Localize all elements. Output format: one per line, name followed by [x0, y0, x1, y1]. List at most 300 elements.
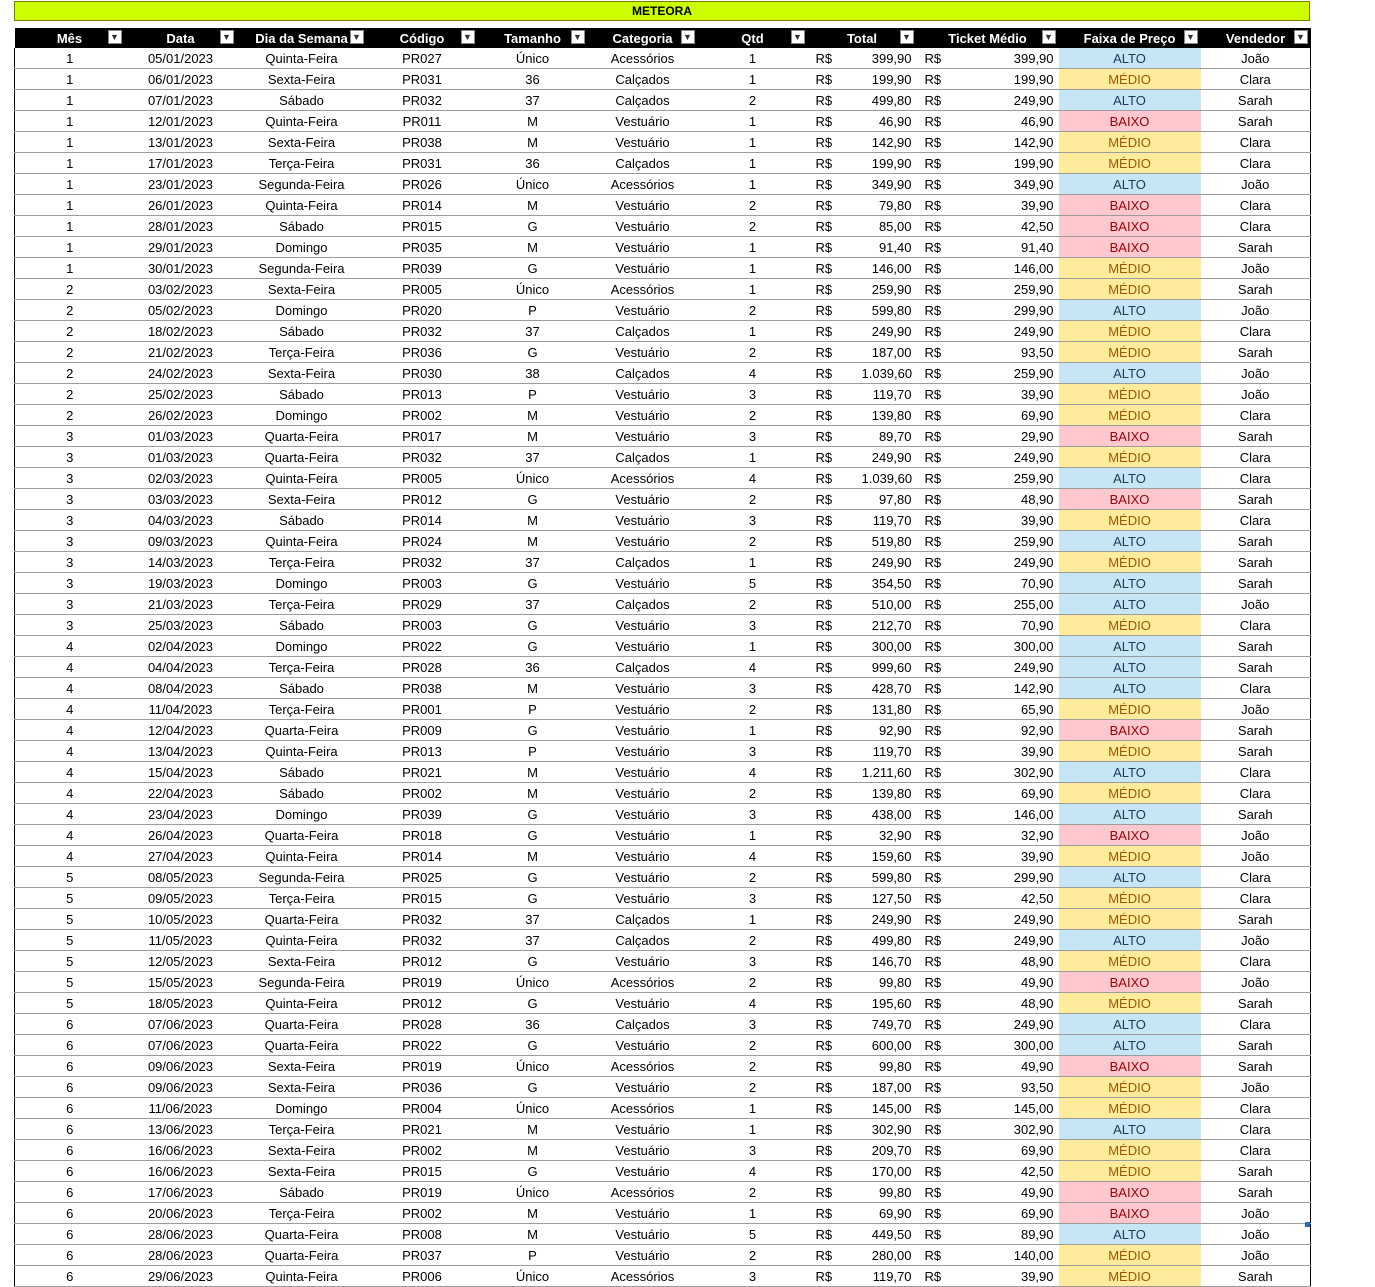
cell-dia-semana[interactable]: Quinta-Feira: [237, 1266, 367, 1287]
cell-vendedor[interactable]: Clara: [1201, 888, 1311, 909]
cell-total[interactable]: 32,90: [862, 825, 917, 846]
cell-total[interactable]: 199,90: [862, 153, 917, 174]
cell-qtd[interactable]: 2: [698, 489, 808, 510]
column-header[interactable]: [1059, 28, 1201, 48]
cell-categoria[interactable]: Acessórios: [588, 972, 698, 993]
cell-total[interactable]: 749,70: [862, 1014, 917, 1035]
cell-faixa-preco[interactable]: BAIXO: [1059, 972, 1201, 993]
cell-currency-symbol[interactable]: R$: [808, 678, 862, 699]
cell-faixa-preco[interactable]: ALTO: [1059, 90, 1201, 111]
cell-currency-symbol[interactable]: R$: [917, 111, 951, 132]
cell-total[interactable]: 146,70: [862, 951, 917, 972]
cell-categoria[interactable]: Vestuário: [588, 489, 698, 510]
cell-tamanho[interactable]: M: [478, 195, 588, 216]
cell-categoria[interactable]: Vestuário: [588, 426, 698, 447]
cell-dia-semana[interactable]: Sexta-Feira: [237, 279, 367, 300]
cell-qtd[interactable]: 3: [698, 1266, 808, 1287]
cell-vendedor[interactable]: João: [1201, 48, 1311, 69]
cell-tamanho[interactable]: G: [478, 1035, 588, 1056]
cell-qtd[interactable]: 2: [698, 342, 808, 363]
cell-qtd[interactable]: 3: [698, 426, 808, 447]
cell-tamanho[interactable]: M: [478, 1140, 588, 1161]
cell-vendedor[interactable]: Sarah: [1201, 657, 1311, 678]
cell-codigo[interactable]: PR002: [367, 1203, 478, 1224]
cell-dia-semana[interactable]: Terça-Feira: [237, 153, 367, 174]
cell-data[interactable]: 18/05/2023: [125, 993, 237, 1014]
cell-total[interactable]: 599,80: [862, 300, 917, 321]
cell-currency-symbol[interactable]: R$: [808, 930, 862, 951]
cell-currency-symbol[interactable]: R$: [808, 783, 862, 804]
cell-codigo[interactable]: PR037: [367, 1245, 478, 1266]
cell-qtd[interactable]: 3: [698, 1014, 808, 1035]
cell-qtd[interactable]: 3: [698, 1140, 808, 1161]
cell-total[interactable]: 119,70: [862, 1266, 917, 1287]
cell-codigo[interactable]: PR031: [367, 153, 478, 174]
cell-vendedor[interactable]: João: [1201, 174, 1311, 195]
cell-total[interactable]: 259,90: [862, 279, 917, 300]
cell-mes[interactable]: 2: [15, 300, 125, 321]
cell-codigo[interactable]: PR008: [367, 1224, 478, 1245]
cell-total[interactable]: 499,80: [862, 90, 917, 111]
cell-dia-semana[interactable]: Quinta-Feira: [237, 846, 367, 867]
cell-dia-semana[interactable]: Sexta-Feira: [237, 1056, 367, 1077]
cell-categoria[interactable]: Vestuário: [588, 132, 698, 153]
cell-qtd[interactable]: 1: [698, 447, 808, 468]
cell-tamanho[interactable]: Único: [478, 174, 588, 195]
cell-qtd[interactable]: 3: [698, 888, 808, 909]
cell-total[interactable]: 499,80: [862, 930, 917, 951]
cell-total[interactable]: 127,50: [862, 888, 917, 909]
cell-vendedor[interactable]: Sarah: [1201, 636, 1311, 657]
cell-mes[interactable]: 2: [15, 384, 125, 405]
cell-faixa-preco[interactable]: MÉDIO: [1059, 1098, 1201, 1119]
cell-mes[interactable]: 2: [15, 405, 125, 426]
cell-total[interactable]: 92,90: [862, 720, 917, 741]
cell-vendedor[interactable]: João: [1201, 384, 1311, 405]
cell-faixa-preco[interactable]: ALTO: [1059, 1224, 1201, 1245]
cell-mes[interactable]: 2: [15, 342, 125, 363]
cell-currency-symbol[interactable]: R$: [917, 888, 951, 909]
cell-currency-symbol[interactable]: R$: [917, 993, 951, 1014]
cell-codigo[interactable]: PR002: [367, 1140, 478, 1161]
cell-mes[interactable]: 3: [15, 447, 125, 468]
cell-ticket-medio[interactable]: 302,90: [951, 1119, 1059, 1140]
cell-ticket-medio[interactable]: 65,90: [951, 699, 1059, 720]
cell-mes[interactable]: 5: [15, 972, 125, 993]
cell-categoria[interactable]: Acessórios: [588, 174, 698, 195]
cell-dia-semana[interactable]: Domingo: [237, 237, 367, 258]
cell-data[interactable]: 20/06/2023: [125, 1203, 237, 1224]
cell-currency-symbol[interactable]: R$: [808, 426, 862, 447]
cell-currency-symbol[interactable]: R$: [808, 531, 862, 552]
cell-data[interactable]: 02/04/2023: [125, 636, 237, 657]
cell-total[interactable]: 91,40: [862, 237, 917, 258]
cell-vendedor[interactable]: João: [1201, 363, 1311, 384]
cell-faixa-preco[interactable]: MÉDIO: [1059, 699, 1201, 720]
cell-tamanho[interactable]: G: [478, 804, 588, 825]
cell-total[interactable]: 170,00: [862, 1161, 917, 1182]
cell-currency-symbol[interactable]: R$: [808, 300, 862, 321]
cell-vendedor[interactable]: Clara: [1201, 405, 1311, 426]
cell-mes[interactable]: 1: [15, 111, 125, 132]
cell-currency-symbol[interactable]: R$: [808, 951, 862, 972]
cell-qtd[interactable]: 2: [698, 867, 808, 888]
cell-codigo[interactable]: PR006: [367, 1266, 478, 1287]
cell-total[interactable]: 438,00: [862, 804, 917, 825]
cell-currency-symbol[interactable]: R$: [917, 699, 951, 720]
cell-currency-symbol[interactable]: R$: [808, 153, 862, 174]
cell-currency-symbol[interactable]: R$: [808, 1056, 862, 1077]
cell-faixa-preco[interactable]: ALTO: [1059, 573, 1201, 594]
cell-total[interactable]: 97,80: [862, 489, 917, 510]
cell-data[interactable]: 17/01/2023: [125, 153, 237, 174]
cell-dia-semana[interactable]: Segunda-Feira: [237, 258, 367, 279]
cell-faixa-preco[interactable]: MÉDIO: [1059, 405, 1201, 426]
cell-categoria[interactable]: Vestuário: [588, 993, 698, 1014]
cell-categoria[interactable]: Vestuário: [588, 867, 698, 888]
cell-qtd[interactable]: 1: [698, 636, 808, 657]
cell-currency-symbol[interactable]: R$: [917, 1266, 951, 1287]
cell-categoria[interactable]: Calçados: [588, 552, 698, 573]
cell-codigo[interactable]: PR035: [367, 237, 478, 258]
cell-dia-semana[interactable]: Quinta-Feira: [237, 48, 367, 69]
cell-currency-symbol[interactable]: R$: [917, 1035, 951, 1056]
cell-currency-symbol[interactable]: R$: [917, 720, 951, 741]
cell-faixa-preco[interactable]: MÉDIO: [1059, 321, 1201, 342]
cell-data[interactable]: 24/02/2023: [125, 363, 237, 384]
cell-currency-symbol[interactable]: R$: [808, 1119, 862, 1140]
cell-mes[interactable]: 6: [15, 1224, 125, 1245]
cell-data[interactable]: 26/04/2023: [125, 825, 237, 846]
column-header[interactable]: [125, 28, 237, 48]
cell-tamanho[interactable]: G: [478, 951, 588, 972]
cell-faixa-preco[interactable]: MÉDIO: [1059, 279, 1201, 300]
cell-faixa-preco[interactable]: BAIXO: [1059, 111, 1201, 132]
cell-mes[interactable]: 6: [15, 1245, 125, 1266]
cell-currency-symbol[interactable]: R$: [808, 720, 862, 741]
cell-ticket-medio[interactable]: 93,50: [951, 342, 1059, 363]
cell-data[interactable]: 07/06/2023: [125, 1014, 237, 1035]
cell-data[interactable]: 09/06/2023: [125, 1056, 237, 1077]
cell-qtd[interactable]: 2: [698, 1182, 808, 1203]
cell-faixa-preco[interactable]: ALTO: [1059, 804, 1201, 825]
cell-faixa-preco[interactable]: BAIXO: [1059, 489, 1201, 510]
cell-dia-semana[interactable]: Domingo: [237, 573, 367, 594]
cell-total[interactable]: 428,70: [862, 678, 917, 699]
cell-codigo[interactable]: PR022: [367, 636, 478, 657]
cell-dia-semana[interactable]: Quarta-Feira: [237, 426, 367, 447]
cell-codigo[interactable]: PR032: [367, 321, 478, 342]
cell-qtd[interactable]: 1: [698, 825, 808, 846]
cell-currency-symbol[interactable]: R$: [917, 153, 951, 174]
cell-vendedor[interactable]: Clara: [1201, 132, 1311, 153]
cell-ticket-medio[interactable]: 199,90: [951, 153, 1059, 174]
cell-ticket-medio[interactable]: 299,90: [951, 300, 1059, 321]
cell-currency-symbol[interactable]: R$: [917, 804, 951, 825]
cell-categoria[interactable]: Vestuário: [588, 678, 698, 699]
cell-vendedor[interactable]: João: [1201, 846, 1311, 867]
cell-currency-symbol[interactable]: R$: [917, 657, 951, 678]
cell-categoria[interactable]: Vestuário: [588, 216, 698, 237]
cell-data[interactable]: 25/02/2023: [125, 384, 237, 405]
cell-vendedor[interactable]: Sarah: [1201, 111, 1311, 132]
cell-dia-semana[interactable]: Sexta-Feira: [237, 1161, 367, 1182]
cell-data[interactable]: 15/05/2023: [125, 972, 237, 993]
cell-tamanho[interactable]: M: [478, 531, 588, 552]
cell-currency-symbol[interactable]: R$: [808, 573, 862, 594]
cell-faixa-preco[interactable]: MÉDIO: [1059, 510, 1201, 531]
cell-categoria[interactable]: Vestuário: [588, 384, 698, 405]
cell-vendedor[interactable]: Sarah: [1201, 1266, 1311, 1287]
cell-data[interactable]: 11/05/2023: [125, 930, 237, 951]
column-header[interactable]: [588, 28, 698, 48]
cell-currency-symbol[interactable]: R$: [917, 1224, 951, 1245]
cell-currency-symbol[interactable]: R$: [917, 678, 951, 699]
cell-currency-symbol[interactable]: R$: [917, 489, 951, 510]
cell-qtd[interactable]: 1: [698, 111, 808, 132]
cell-currency-symbol[interactable]: R$: [917, 615, 951, 636]
cell-faixa-preco[interactable]: BAIXO: [1059, 1203, 1201, 1224]
cell-categoria[interactable]: Acessórios: [588, 468, 698, 489]
cell-currency-symbol[interactable]: R$: [917, 363, 951, 384]
cell-ticket-medio[interactable]: 255,00: [951, 594, 1059, 615]
cell-codigo[interactable]: PR001: [367, 699, 478, 720]
cell-tamanho[interactable]: M: [478, 678, 588, 699]
cell-ticket-medio[interactable]: 259,90: [951, 363, 1059, 384]
cell-currency-symbol[interactable]: R$: [808, 657, 862, 678]
cell-total[interactable]: 187,00: [862, 1077, 917, 1098]
cell-data[interactable]: 22/04/2023: [125, 783, 237, 804]
cell-ticket-medio[interactable]: 249,90: [951, 321, 1059, 342]
cell-dia-semana[interactable]: Terça-Feira: [237, 888, 367, 909]
cell-faixa-preco[interactable]: ALTO: [1059, 678, 1201, 699]
cell-faixa-preco[interactable]: BAIXO: [1059, 216, 1201, 237]
cell-faixa-preco[interactable]: ALTO: [1059, 1035, 1201, 1056]
cell-codigo[interactable]: PR031: [367, 69, 478, 90]
cell-ticket-medio[interactable]: 91,40: [951, 237, 1059, 258]
cell-vendedor[interactable]: Sarah: [1201, 1056, 1311, 1077]
cell-mes[interactable]: 6: [15, 1119, 125, 1140]
cell-categoria[interactable]: Calçados: [588, 1014, 698, 1035]
cell-tamanho[interactable]: 37: [478, 90, 588, 111]
cell-tamanho[interactable]: G: [478, 1077, 588, 1098]
filter-dropdown-icon[interactable]: ▼: [791, 30, 805, 44]
cell-categoria[interactable]: Vestuário: [588, 1224, 698, 1245]
cell-currency-symbol[interactable]: R$: [808, 510, 862, 531]
cell-currency-symbol[interactable]: R$: [917, 1203, 951, 1224]
cell-total[interactable]: 89,70: [862, 426, 917, 447]
cell-codigo[interactable]: PR019: [367, 972, 478, 993]
cell-tamanho[interactable]: 38: [478, 363, 588, 384]
cell-mes[interactable]: 4: [15, 804, 125, 825]
cell-faixa-preco[interactable]: MÉDIO: [1059, 258, 1201, 279]
cell-mes[interactable]: 3: [15, 615, 125, 636]
cell-categoria[interactable]: Acessórios: [588, 279, 698, 300]
cell-mes[interactable]: 1: [15, 90, 125, 111]
cell-vendedor[interactable]: João: [1201, 972, 1311, 993]
cell-data[interactable]: 08/04/2023: [125, 678, 237, 699]
cell-dia-semana[interactable]: Sábado: [237, 678, 367, 699]
cell-qtd[interactable]: 2: [698, 405, 808, 426]
cell-dia-semana[interactable]: Quarta-Feira: [237, 720, 367, 741]
cell-dia-semana[interactable]: Domingo: [237, 300, 367, 321]
cell-faixa-preco[interactable]: BAIXO: [1059, 720, 1201, 741]
cell-dia-semana[interactable]: Sexta-Feira: [237, 951, 367, 972]
cell-codigo[interactable]: PR014: [367, 195, 478, 216]
cell-total[interactable]: 99,80: [862, 972, 917, 993]
cell-faixa-preco[interactable]: MÉDIO: [1059, 741, 1201, 762]
cell-data[interactable]: 01/03/2023: [125, 426, 237, 447]
cell-vendedor[interactable]: Sarah: [1201, 552, 1311, 573]
cell-categoria[interactable]: Vestuário: [588, 111, 698, 132]
cell-vendedor[interactable]: João: [1201, 300, 1311, 321]
cell-categoria[interactable]: Vestuário: [588, 237, 698, 258]
cell-codigo[interactable]: PR021: [367, 762, 478, 783]
cell-codigo[interactable]: PR036: [367, 342, 478, 363]
cell-currency-symbol[interactable]: R$: [808, 342, 862, 363]
sheet-title[interactable]: METEORA: [14, 1, 1310, 21]
cell-currency-symbol[interactable]: R$: [917, 1161, 951, 1182]
cell-currency-symbol[interactable]: R$: [917, 741, 951, 762]
cell-tamanho[interactable]: G: [478, 825, 588, 846]
cell-ticket-medio[interactable]: 69,90: [951, 783, 1059, 804]
cell-total[interactable]: 119,70: [862, 741, 917, 762]
filter-dropdown-icon[interactable]: ▼: [1294, 30, 1308, 44]
cell-dia-semana[interactable]: Sábado: [237, 90, 367, 111]
cell-total[interactable]: 119,70: [862, 510, 917, 531]
cell-data[interactable]: 08/05/2023: [125, 867, 237, 888]
cell-currency-symbol[interactable]: R$: [808, 1077, 862, 1098]
cell-ticket-medio[interactable]: 42,50: [951, 216, 1059, 237]
filter-dropdown-icon[interactable]: ▼: [1184, 30, 1198, 44]
cell-currency-symbol[interactable]: R$: [808, 1035, 862, 1056]
cell-ticket-medio[interactable]: 46,90: [951, 111, 1059, 132]
cell-data[interactable]: 23/01/2023: [125, 174, 237, 195]
cell-qtd[interactable]: 4: [698, 657, 808, 678]
cell-qtd[interactable]: 2: [698, 972, 808, 993]
cell-categoria[interactable]: Vestuário: [588, 1035, 698, 1056]
filter-dropdown-icon[interactable]: ▼: [350, 30, 364, 44]
cell-ticket-medio[interactable]: 399,90: [951, 48, 1059, 69]
cell-data[interactable]: 21/03/2023: [125, 594, 237, 615]
cell-currency-symbol[interactable]: R$: [808, 762, 862, 783]
cell-faixa-preco[interactable]: BAIXO: [1059, 195, 1201, 216]
cell-categoria[interactable]: Vestuário: [588, 804, 698, 825]
cell-vendedor[interactable]: João: [1201, 1077, 1311, 1098]
cell-vendedor[interactable]: Clara: [1201, 1140, 1311, 1161]
cell-codigo[interactable]: PR004: [367, 1098, 478, 1119]
cell-vendedor[interactable]: João: [1201, 1203, 1311, 1224]
cell-dia-semana[interactable]: Segunda-Feira: [237, 174, 367, 195]
cell-currency-symbol[interactable]: R$: [917, 909, 951, 930]
cell-tamanho[interactable]: G: [478, 573, 588, 594]
cell-data[interactable]: 29/01/2023: [125, 237, 237, 258]
cell-ticket-medio[interactable]: 249,90: [951, 90, 1059, 111]
cell-data[interactable]: 17/06/2023: [125, 1182, 237, 1203]
cell-currency-symbol[interactable]: R$: [808, 1266, 862, 1287]
cell-ticket-medio[interactable]: 199,90: [951, 69, 1059, 90]
cell-categoria[interactable]: Vestuário: [588, 1077, 698, 1098]
cell-tamanho[interactable]: 36: [478, 657, 588, 678]
cell-currency-symbol[interactable]: R$: [808, 825, 862, 846]
cell-codigo[interactable]: PR018: [367, 825, 478, 846]
cell-vendedor[interactable]: Sarah: [1201, 342, 1311, 363]
cell-qtd[interactable]: 3: [698, 615, 808, 636]
cell-categoria[interactable]: Vestuário: [588, 1161, 698, 1182]
cell-codigo[interactable]: PR015: [367, 888, 478, 909]
cell-dia-semana[interactable]: Terça-Feira: [237, 552, 367, 573]
cell-vendedor[interactable]: Clara: [1201, 321, 1311, 342]
cell-data[interactable]: 26/01/2023: [125, 195, 237, 216]
cell-tamanho[interactable]: 36: [478, 69, 588, 90]
cell-vendedor[interactable]: Clara: [1201, 762, 1311, 783]
cell-codigo[interactable]: PR026: [367, 174, 478, 195]
cell-total[interactable]: 1.039,60: [862, 468, 917, 489]
cell-data[interactable]: 06/01/2023: [125, 69, 237, 90]
cell-qtd[interactable]: 1: [698, 321, 808, 342]
fill-handle[interactable]: [1305, 1222, 1310, 1227]
cell-qtd[interactable]: 2: [698, 1035, 808, 1056]
cell-mes[interactable]: 6: [15, 1035, 125, 1056]
cell-vendedor[interactable]: Sarah: [1201, 993, 1311, 1014]
cell-faixa-preco[interactable]: ALTO: [1059, 930, 1201, 951]
cell-faixa-preco[interactable]: ALTO: [1059, 363, 1201, 384]
cell-ticket-medio[interactable]: 249,90: [951, 909, 1059, 930]
cell-currency-symbol[interactable]: R$: [808, 1182, 862, 1203]
cell-codigo[interactable]: PR038: [367, 132, 478, 153]
cell-mes[interactable]: 1: [15, 195, 125, 216]
cell-ticket-medio[interactable]: 349,90: [951, 174, 1059, 195]
cell-categoria[interactable]: Vestuário: [588, 762, 698, 783]
cell-vendedor[interactable]: João: [1201, 594, 1311, 615]
cell-currency-symbol[interactable]: R$: [808, 48, 862, 69]
cell-currency-symbol[interactable]: R$: [917, 783, 951, 804]
cell-total[interactable]: 46,90: [862, 111, 917, 132]
cell-currency-symbol[interactable]: R$: [808, 594, 862, 615]
cell-faixa-preco[interactable]: MÉDIO: [1059, 846, 1201, 867]
cell-dia-semana[interactable]: Quinta-Feira: [237, 111, 367, 132]
cell-total[interactable]: 449,50: [862, 1224, 917, 1245]
cell-tamanho[interactable]: 37: [478, 594, 588, 615]
cell-total[interactable]: 519,80: [862, 531, 917, 552]
cell-vendedor[interactable]: Sarah: [1201, 741, 1311, 762]
cell-qtd[interactable]: 2: [698, 1245, 808, 1266]
cell-data[interactable]: 14/03/2023: [125, 552, 237, 573]
cell-tamanho[interactable]: M: [478, 111, 588, 132]
cell-currency-symbol[interactable]: R$: [917, 1077, 951, 1098]
cell-tamanho[interactable]: Único: [478, 1266, 588, 1287]
cell-qtd[interactable]: 2: [698, 1056, 808, 1077]
cell-mes[interactable]: 2: [15, 321, 125, 342]
cell-ticket-medio[interactable]: 259,90: [951, 468, 1059, 489]
cell-currency-symbol[interactable]: R$: [808, 1203, 862, 1224]
cell-mes[interactable]: 5: [15, 888, 125, 909]
cell-faixa-preco[interactable]: MÉDIO: [1059, 1266, 1201, 1287]
cell-categoria[interactable]: Vestuário: [588, 342, 698, 363]
cell-currency-symbol[interactable]: R$: [808, 363, 862, 384]
cell-tamanho[interactable]: 37: [478, 321, 588, 342]
cell-dia-semana[interactable]: Sábado: [237, 216, 367, 237]
cell-currency-symbol[interactable]: R$: [917, 237, 951, 258]
cell-mes[interactable]: 1: [15, 153, 125, 174]
cell-dia-semana[interactable]: Sexta-Feira: [237, 363, 367, 384]
cell-tamanho[interactable]: M: [478, 846, 588, 867]
cell-codigo[interactable]: PR020: [367, 300, 478, 321]
cell-faixa-preco[interactable]: MÉDIO: [1059, 384, 1201, 405]
cell-ticket-medio[interactable]: 249,90: [951, 930, 1059, 951]
cell-mes[interactable]: 4: [15, 846, 125, 867]
cell-categoria[interactable]: Vestuário: [588, 510, 698, 531]
